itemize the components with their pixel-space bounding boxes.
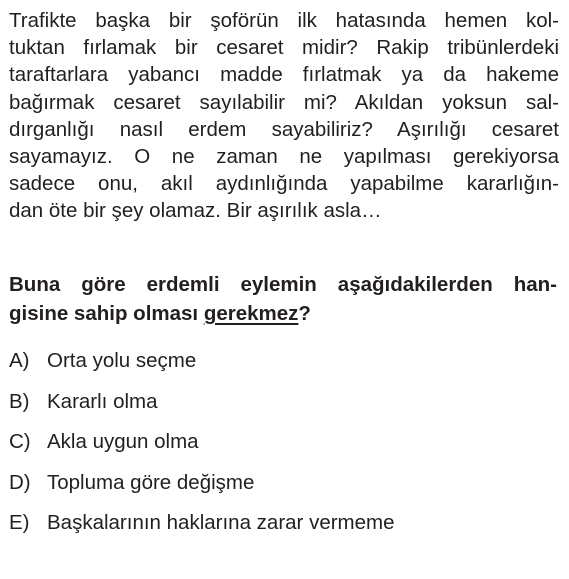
option-a[interactable] xyxy=(9,349,559,390)
option-letter: B) xyxy=(9,389,30,413)
option-text: Topluma göre değişme xyxy=(47,470,255,494)
question-text: gisine sahip olması xyxy=(9,302,204,325)
passage-line: sadece onu, akıl aydınlığında yapabilme kararlığın- xyxy=(9,172,559,196)
option-letter: E) xyxy=(9,511,30,534)
question-line: Buna göre erdemli eylemin aşağıdakilerden han- xyxy=(9,273,557,296)
option-letter: D) xyxy=(9,470,31,494)
passage-line: taraftarlara yabancı madde fırlatmak ya da hakeme xyxy=(9,63,559,87)
option-letter: C) xyxy=(9,430,31,453)
option-b[interactable] xyxy=(9,390,559,431)
option-e[interactable] xyxy=(9,511,559,552)
question-line xyxy=(9,299,557,328)
option-text: Kararlı olma xyxy=(47,389,158,413)
passage-line: dırganlığı nasıl erdem sayabiliriz? Aşırılığı cesaret xyxy=(9,117,559,141)
option-letter: A) xyxy=(9,349,30,372)
option-text: Başkalarının haklarına zarar vermeme xyxy=(47,511,395,534)
passage-line: dan öte bir şey olamaz. Bir aşırılık asla… xyxy=(9,199,382,223)
passage-line: bağırmak cesaret sayılabilir mi? Akıldan yoksun sal- xyxy=(9,90,559,114)
question-mark: ? xyxy=(298,302,311,325)
question-stem xyxy=(9,270,557,328)
passage-text xyxy=(9,7,559,225)
answer-options xyxy=(9,349,559,552)
option-d[interactable] xyxy=(9,471,559,512)
negation-emphasis: gerekmez xyxy=(203,302,299,325)
option-text: Akla uygun olma xyxy=(47,430,199,453)
passage-line: Trafikte başka bir şoförün ilk hatasında hemen kol- xyxy=(9,9,559,32)
option-c[interactable] xyxy=(9,430,559,471)
passage-line: sayamayız. O ne zaman ne yapılması gerekiyorsa xyxy=(9,145,559,169)
option-text: Orta yolu seçme xyxy=(47,349,197,372)
passage-line: tuktan fırlamak bir cesaret midir? Rakip tribünlerdeki xyxy=(9,36,559,60)
